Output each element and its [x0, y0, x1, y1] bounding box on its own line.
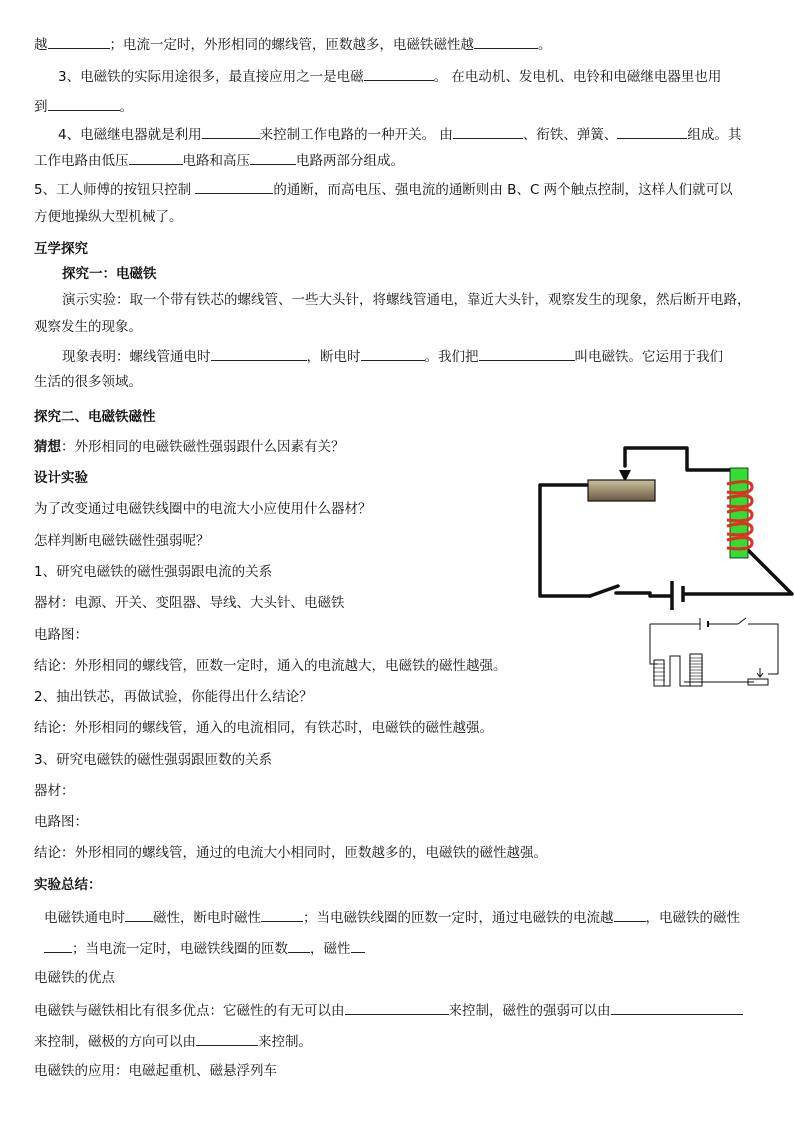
experiment3-conclusion: 结论：外形相同的螺线管，通过的电流大小相同时，匝数越多的，电磁铁的磁性越强。 [34, 845, 547, 861]
battery-icon [650, 581, 683, 610]
fill-line-7: 方便地操纵大型机械了。 [34, 209, 183, 225]
blank[interactable] [211, 346, 307, 361]
advantages-title: 电磁铁的优点 [34, 970, 115, 986]
question-2: 怎样判断电磁铁磁性强弱呢？ [34, 533, 210, 549]
blank[interactable] [453, 124, 523, 139]
experiment3-title: 3、研究电磁铁的磁性强弱跟匝数的关系 [34, 752, 273, 768]
fill-line-2: 3、电磁铁的实际用途很多，最直接应用之一是电磁 。 在电动机、发电机、电铃和电磁继电器里也用 [58, 66, 721, 86]
question-1: 为了改变通过电磁铁线圈中的电流大小应使用什么器材？ [34, 501, 372, 517]
blank[interactable] [125, 907, 153, 922]
blank[interactable] [364, 66, 434, 81]
experiment2-conclusion: 结论：外形相同的螺线管，通入的电流相同，有铁芯时，电磁铁的磁性越强。 [34, 720, 493, 736]
fill-line-3: 到 。 [34, 96, 133, 116]
circuit-diagram-two-coils [644, 616, 784, 692]
phenomenon-line-2: 生活的很多领域。 [34, 374, 142, 390]
summary-heading: 实验总结： [34, 877, 102, 893]
fill-line-6: 5、工人师傅的按钮只控制 的通断，而高电压、强电流的通断则由 B、C 两个触点控制，这样人们就可以 [34, 179, 733, 199]
experiment2-title: 2、抽出铁芯，再做试验，你能得出什么结论？ [34, 689, 313, 705]
blank[interactable] [250, 150, 296, 165]
wire-top [625, 448, 738, 478]
fill-line-1: 越 ；电流一定时，外形相同的螺线管，匝数越多，电磁铁磁性越 。 [34, 34, 552, 54]
blank[interactable] [196, 1031, 258, 1046]
blank[interactable] [44, 938, 72, 953]
experiment1-materials: 器材：电源、开关、变阻器、导线、大头针、电磁铁 [34, 595, 345, 611]
rheostat [588, 480, 655, 501]
section-heading-mutual: 互学探究 [34, 241, 88, 257]
inquiry2-heading: 探究二、电磁铁磁性 [34, 409, 156, 425]
demo-line-2: 观察发生的现象。 [34, 319, 142, 335]
demo-line-1: 演示实验：取一个带有铁芯的螺线管、一些大头针，将螺线管通电，靠近大头针，观察发生的现象，然后断开电路， [62, 292, 751, 308]
applications-line: 电磁铁的应用：电磁起重机、磁悬浮列车 [34, 1063, 277, 1079]
summary-line-1: 电磁铁通电时 磁性，断电时磁性 ；当电磁铁线圈的匝数一定时，通过电磁铁的电流越 ，电磁铁的磁性 [44, 907, 740, 927]
experiment1-conclusion: 结论：外形相同的螺线管，匝数一定时，通入的电流越大，电磁铁的磁性越强。 [34, 658, 507, 674]
blank[interactable] [617, 124, 687, 139]
blank[interactable] [202, 124, 260, 139]
experiment3-circuit-label: 电路图： [34, 814, 88, 830]
experiment3-materials: 器材： [34, 783, 75, 799]
blank[interactable] [345, 1000, 449, 1015]
blank[interactable] [261, 907, 303, 922]
fill-line-4: 4、电磁继电器就是利用 来控制工作电路的一种开关。 由 、衔铁、弹簧、 组成。其 [58, 124, 741, 144]
guess-line: 猜想：外形相同的电磁铁磁性强弱跟什么因素有关？ [34, 439, 345, 455]
experiment1-title: 1、研究电磁铁的磁性强弱跟电流的关系 [34, 564, 273, 580]
wire-left [540, 485, 590, 596]
phenomenon-line: 现象表明：螺线管通电时 ，断电时 。我们把 叫电磁铁。它运用于我们 [62, 346, 723, 366]
blank[interactable] [474, 34, 538, 49]
blank[interactable] [614, 907, 646, 922]
blank[interactable] [351, 938, 365, 953]
advantages-line-1: 电磁铁与磁铁相比有很多优点：它磁性的有无可以由 来控制，磁性的强弱可以由 [34, 1000, 743, 1020]
blank[interactable] [48, 34, 110, 49]
wire-loop [650, 624, 778, 682]
switch [738, 618, 746, 624]
blank[interactable] [48, 96, 120, 111]
experiment1-circuit-label: 电路图： [34, 627, 88, 643]
fill-line-5: 工作电路由低压 电路和高压 电路两部分组成。 [34, 150, 404, 170]
blank[interactable] [611, 1000, 743, 1015]
design-heading: 设计实验 [34, 470, 88, 486]
circuit-diagram-rheostat [530, 440, 794, 615]
inquiry1-heading: 探究一：电磁铁 [62, 266, 157, 282]
blank[interactable] [361, 346, 425, 361]
advantages-line-2: 来控制，磁极的方向可以由 来控制。 [34, 1031, 312, 1051]
blank[interactable] [479, 346, 575, 361]
blank[interactable] [288, 938, 310, 953]
blank[interactable] [195, 179, 273, 194]
switch [590, 586, 650, 596]
blank[interactable] [129, 150, 183, 165]
summary-line-2: ；当电流一定时，电磁铁线圈的匝数 ，磁性 [44, 938, 365, 958]
